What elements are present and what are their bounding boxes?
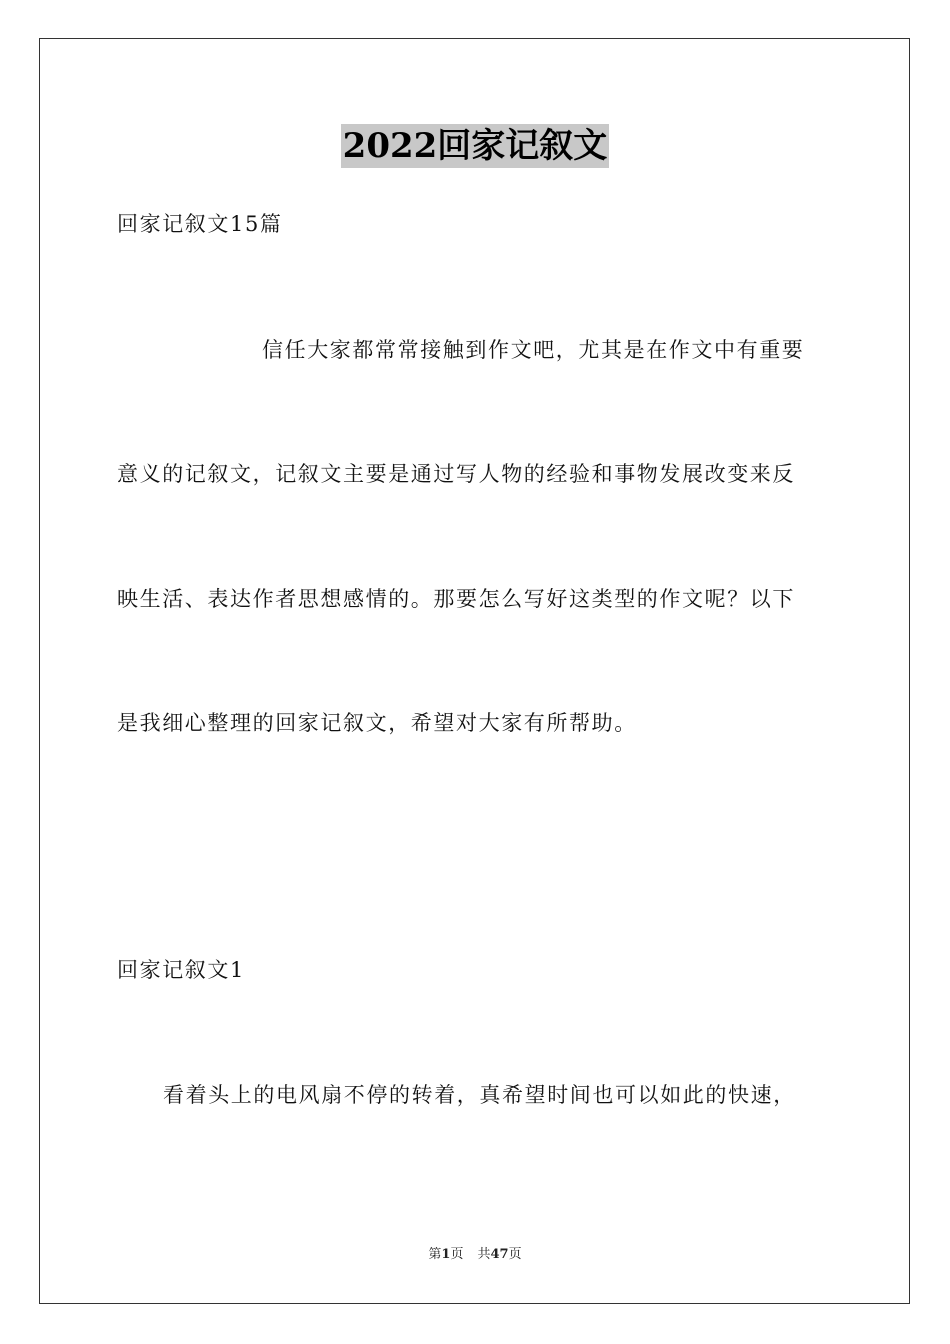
intro-line-3: 映生活、表达作者思想感情的。那要怎么写好这类型的作文呢？以下 <box>117 587 795 611</box>
footer-page-suffix: 页 <box>450 1247 464 1262</box>
section-paragraph-line-1: 看着头上的电风扇不停的转着，真希望时间也可以如此的快速， <box>163 1083 796 1107</box>
footer-total-prefix: 共 <box>477 1247 491 1262</box>
page-footer <box>0 1246 950 1264</box>
section-heading: 回家记叙文1 <box>117 958 245 982</box>
footer-total-pages: 47 <box>490 1247 509 1262</box>
title-container <box>0 124 950 168</box>
footer-page-number: 1 <box>441 1247 451 1262</box>
document-title: 2022回家记叙文 <box>342 126 608 166</box>
intro-line-2: 意义的记叙文，记叙文主要是通过写人物的经验和事物发展改变来反 <box>117 462 795 486</box>
document-subtitle: 回家记叙文15篇 <box>117 212 283 236</box>
footer-page-prefix: 第 <box>428 1247 442 1262</box>
intro-line-1: 信任大家都常常接触到作文吧，尤其是在作文中有重要 <box>262 338 805 362</box>
intro-line-4: 是我细心整理的回家记叙文，希望对大家有所帮助。 <box>117 711 637 735</box>
footer-total-suffix: 页 <box>508 1247 522 1262</box>
